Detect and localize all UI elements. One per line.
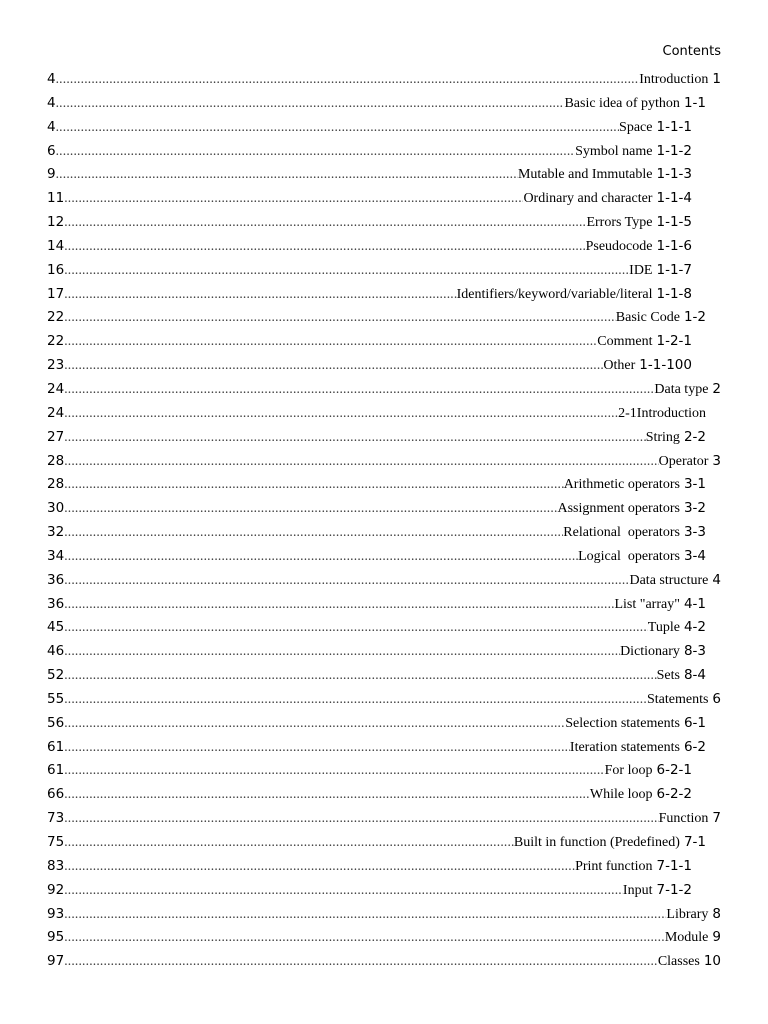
toc-page-number: 92 xyxy=(47,881,65,898)
toc-entry[interactable] xyxy=(47,405,706,429)
toc-entry[interactable] xyxy=(47,906,721,930)
toc-dot-leader xyxy=(64,524,563,540)
toc-entry-title: Basic idea of python xyxy=(564,95,680,111)
toc-entry[interactable] xyxy=(47,548,706,572)
toc-entry[interactable] xyxy=(47,333,692,357)
toc-section-number: 7 xyxy=(712,810,721,827)
toc-entry-title: Selection statements xyxy=(565,715,680,731)
toc-section-number: 8-4 xyxy=(683,667,706,684)
toc-dot-leader xyxy=(64,619,648,635)
toc-entry[interactable] xyxy=(47,143,692,167)
toc-page-number: 66 xyxy=(47,786,65,803)
toc-entry-title: Arithmetic operators xyxy=(563,477,680,493)
toc-dot-leader xyxy=(64,309,616,325)
toc-entry-title: Space xyxy=(619,119,653,135)
toc-dot-leader xyxy=(64,381,654,397)
toc-entry[interactable] xyxy=(47,381,721,405)
toc-entry[interactable] xyxy=(47,71,721,95)
toc-entry[interactable] xyxy=(47,500,706,524)
toc-dot-leader xyxy=(64,214,586,230)
toc-dot-leader xyxy=(56,143,576,159)
toc-entry-title: Function xyxy=(658,811,709,827)
toc-entry[interactable] xyxy=(47,262,692,286)
toc-page-number: 27 xyxy=(47,428,65,445)
toc-entry-title: Data type xyxy=(654,381,709,397)
toc-entry-title: While loop xyxy=(589,787,653,803)
toc-entry-title: Built in function (Predefined) xyxy=(513,835,680,850)
toc-entry-title: Library xyxy=(666,906,709,922)
toc-dot-leader xyxy=(56,166,518,182)
toc-entry[interactable] xyxy=(47,214,692,238)
toc-entry-title: Errors Type xyxy=(586,215,653,231)
toc-section-number: 6-1 xyxy=(683,714,706,731)
toc-section-number: 1-1-4 xyxy=(656,190,692,207)
toc-page-number: 83 xyxy=(47,857,65,874)
toc-page-number: 17 xyxy=(47,285,65,302)
toc-page-number: 22 xyxy=(47,333,65,350)
toc-section-number: 3-3 xyxy=(683,524,706,541)
toc-dot-leader xyxy=(64,596,614,612)
toc-page-number: 52 xyxy=(47,667,65,684)
toc-dot-leader xyxy=(64,500,557,516)
toc-entry[interactable] xyxy=(47,596,706,620)
toc-dot-leader xyxy=(56,71,640,87)
toc-entry[interactable] xyxy=(47,810,721,834)
toc-entry-title: Assignment operators xyxy=(557,501,680,517)
toc-page-number: 61 xyxy=(47,762,65,779)
toc-entry-title: Tuple xyxy=(647,620,680,636)
toc-section-number: 8-3 xyxy=(683,643,706,660)
toc-entry-title: Data structure xyxy=(629,572,709,588)
toc-section-number: 6-2 xyxy=(683,738,706,755)
toc-entry[interactable] xyxy=(47,119,692,143)
toc-section-number: 1-1-3 xyxy=(656,166,692,183)
toc-entry-title: IDE xyxy=(629,262,653,278)
toc-entry[interactable] xyxy=(47,882,692,906)
toc-page-number: 28 xyxy=(47,476,65,493)
toc-entry[interactable] xyxy=(47,309,706,333)
toc-dot-leader xyxy=(64,548,578,564)
toc-section-number: 1-2 xyxy=(683,309,706,326)
toc-entry[interactable] xyxy=(47,739,706,763)
toc-section-number: 6 xyxy=(712,690,721,707)
toc-entry-title: Relational operators xyxy=(563,525,680,541)
toc-dot-leader xyxy=(64,333,597,349)
toc-section-number: 1-2-1 xyxy=(656,333,692,350)
toc-page-number: 9 xyxy=(47,166,56,183)
toc-entry[interactable] xyxy=(47,95,706,119)
toc-entry-title: Comment xyxy=(597,334,653,350)
toc-section-number: 4-1 xyxy=(683,595,706,612)
toc-dot-leader xyxy=(64,262,629,278)
toc-page-number: 11 xyxy=(47,190,65,207)
toc-page-number: 75 xyxy=(47,834,65,850)
table-of-contents xyxy=(47,71,721,977)
toc-section-number: 8 xyxy=(712,905,721,922)
toc-page-number: 36 xyxy=(47,571,65,588)
toc-entry[interactable] xyxy=(47,762,692,786)
toc-entry-title: Basic Code xyxy=(615,310,680,326)
toc-entry[interactable] xyxy=(47,357,692,381)
toc-entry-title: Other xyxy=(603,358,636,374)
toc-dot-leader xyxy=(64,476,564,492)
toc-entry[interactable] xyxy=(47,834,706,858)
toc-page-number: 34 xyxy=(47,547,65,564)
toc-dot-leader xyxy=(64,691,647,707)
toc-dot-leader xyxy=(64,286,456,302)
toc-page-number: 14 xyxy=(47,237,65,254)
toc-entry-title: Mutable and Immutable xyxy=(517,167,653,183)
toc-section-number: 7-1-2 xyxy=(656,881,692,898)
toc-section-number: 1-1-7 xyxy=(656,261,692,278)
toc-dot-leader xyxy=(64,953,658,969)
toc-section-number: 4 xyxy=(712,571,721,588)
toc-entry[interactable] xyxy=(47,667,706,691)
toc-heading: Contents xyxy=(662,44,721,59)
toc-page-number: 24 xyxy=(47,404,65,421)
toc-entry-title: Dictionary xyxy=(620,644,680,660)
toc-entry-title: Iteration statements xyxy=(569,739,680,755)
toc-entry-title: Pseudocode xyxy=(585,238,653,254)
toc-dot-leader xyxy=(64,882,623,898)
toc-page-number: 16 xyxy=(47,261,65,278)
toc-section-number: 3-2 xyxy=(683,500,706,517)
toc-dot-leader xyxy=(64,405,618,421)
toc-dot-leader xyxy=(56,119,619,135)
toc-entry[interactable] xyxy=(47,453,721,477)
toc-entry[interactable] xyxy=(47,715,706,739)
toc-entry[interactable] xyxy=(47,643,706,667)
toc-dot-leader xyxy=(64,858,575,874)
toc-page-number: 24 xyxy=(47,380,65,397)
toc-entry-title: 2-1Introduction xyxy=(618,405,706,421)
toc-entry-title: List "array" xyxy=(614,596,680,612)
toc-section-number: 6-2-2 xyxy=(656,786,692,803)
toc-entry-title: For loop xyxy=(604,763,653,779)
toc-dot-leader xyxy=(64,643,620,659)
toc-dot-leader xyxy=(64,667,656,683)
toc-page-number: 4 xyxy=(47,118,56,135)
toc-entry[interactable] xyxy=(47,953,721,977)
toc-entry-title: Classes xyxy=(657,954,700,970)
toc-page-number: 73 xyxy=(47,810,65,827)
toc-entry-title: Logical operators xyxy=(578,548,680,564)
toc-dot-leader xyxy=(64,190,523,206)
toc-section-number: 3 xyxy=(712,452,721,469)
toc-entry[interactable] xyxy=(47,786,692,810)
toc-section-number: 2-2 xyxy=(683,428,706,445)
toc-entry[interactable] xyxy=(47,190,692,214)
toc-page-number: 12 xyxy=(47,214,65,231)
toc-dot-leader xyxy=(64,453,658,469)
toc-page-number: 4 xyxy=(47,94,56,111)
toc-section-number: 7-1-1 xyxy=(656,857,692,874)
toc-dot-leader xyxy=(64,715,565,731)
toc-section-number: 2 xyxy=(712,380,721,397)
toc-section-number: 1-1 xyxy=(683,94,706,111)
toc-entry-title: Print function xyxy=(575,858,653,874)
toc-entry-title: Input xyxy=(622,882,653,898)
toc-page-number: 23 xyxy=(47,357,65,374)
toc-page-number: 56 xyxy=(47,714,65,731)
toc-section-number: 1-1-1 xyxy=(656,118,692,135)
toc-dot-leader xyxy=(64,429,646,445)
toc-dot-leader xyxy=(64,572,629,588)
toc-page-number: 28 xyxy=(47,452,65,469)
toc-entry-title: Module xyxy=(664,930,709,946)
toc-section-number: 1-1-2 xyxy=(656,142,692,159)
toc-entry[interactable] xyxy=(47,619,706,643)
toc-dot-leader xyxy=(64,786,590,802)
toc-entry-title: Introduction xyxy=(639,72,709,87)
toc-page-number: 4 xyxy=(47,71,56,87)
toc-dot-leader xyxy=(64,762,604,778)
toc-entry-title: String xyxy=(645,429,680,445)
toc-entry[interactable] xyxy=(47,166,692,190)
toc-section-number: 1 xyxy=(712,71,721,87)
toc-entry-title: Sets xyxy=(656,668,680,684)
toc-entry-title: Identifiers/keyword/variable/literal xyxy=(456,286,653,302)
toc-dot-leader xyxy=(64,834,514,850)
toc-page-number: 45 xyxy=(47,619,65,636)
toc-dot-leader xyxy=(64,929,665,945)
toc-page-number: 55 xyxy=(47,690,65,707)
toc-dot-leader xyxy=(64,739,570,755)
toc-entry[interactable] xyxy=(47,572,721,596)
toc-entry[interactable] xyxy=(47,858,692,882)
toc-entry[interactable] xyxy=(47,476,706,500)
toc-entry-title: Ordinary and character xyxy=(523,191,653,207)
toc-page-number: 32 xyxy=(47,524,65,541)
toc-dot-leader xyxy=(56,95,565,111)
toc-page-number: 22 xyxy=(47,309,65,326)
toc-section-number: 1-1-6 xyxy=(656,237,692,254)
toc-section-number: 4-2 xyxy=(683,619,706,636)
toc-page-number: 30 xyxy=(47,500,65,517)
toc-entry[interactable] xyxy=(47,524,706,548)
toc-entry-title: Statements xyxy=(646,691,709,707)
toc-entry[interactable] xyxy=(47,238,692,262)
toc-section-number: 3-4 xyxy=(683,547,706,564)
toc-entry-title: Symbol name xyxy=(575,143,653,159)
toc-section-number: 3-1 xyxy=(683,476,706,493)
toc-section-number: 1-1-100 xyxy=(639,357,692,374)
toc-section-number: 1-1-5 xyxy=(656,214,692,231)
toc-section-number: 7-1 xyxy=(683,834,706,850)
toc-page-number: 93 xyxy=(47,905,65,922)
toc-page-number: 36 xyxy=(47,595,65,612)
toc-page-number: 6 xyxy=(47,142,56,159)
toc-entry[interactable] xyxy=(47,429,706,453)
toc-entry[interactable] xyxy=(47,691,721,715)
toc-page-number: 95 xyxy=(47,929,65,946)
toc-section-number: 10 xyxy=(703,953,721,970)
toc-dot-leader xyxy=(64,810,658,826)
toc-page-number: 61 xyxy=(47,738,65,755)
toc-dot-leader xyxy=(64,357,603,373)
toc-section-number: 1-1-8 xyxy=(656,285,692,302)
toc-entry[interactable] xyxy=(47,929,721,953)
toc-entry-title: Operator xyxy=(658,453,709,469)
toc-page-number: 97 xyxy=(47,953,65,970)
toc-dot-leader xyxy=(64,906,666,922)
toc-section-number: 9 xyxy=(712,929,721,946)
toc-page-number: 46 xyxy=(47,643,65,660)
toc-dot-leader xyxy=(64,238,585,254)
toc-section-number: 6-2-1 xyxy=(656,762,692,779)
toc-entry[interactable] xyxy=(47,286,692,310)
